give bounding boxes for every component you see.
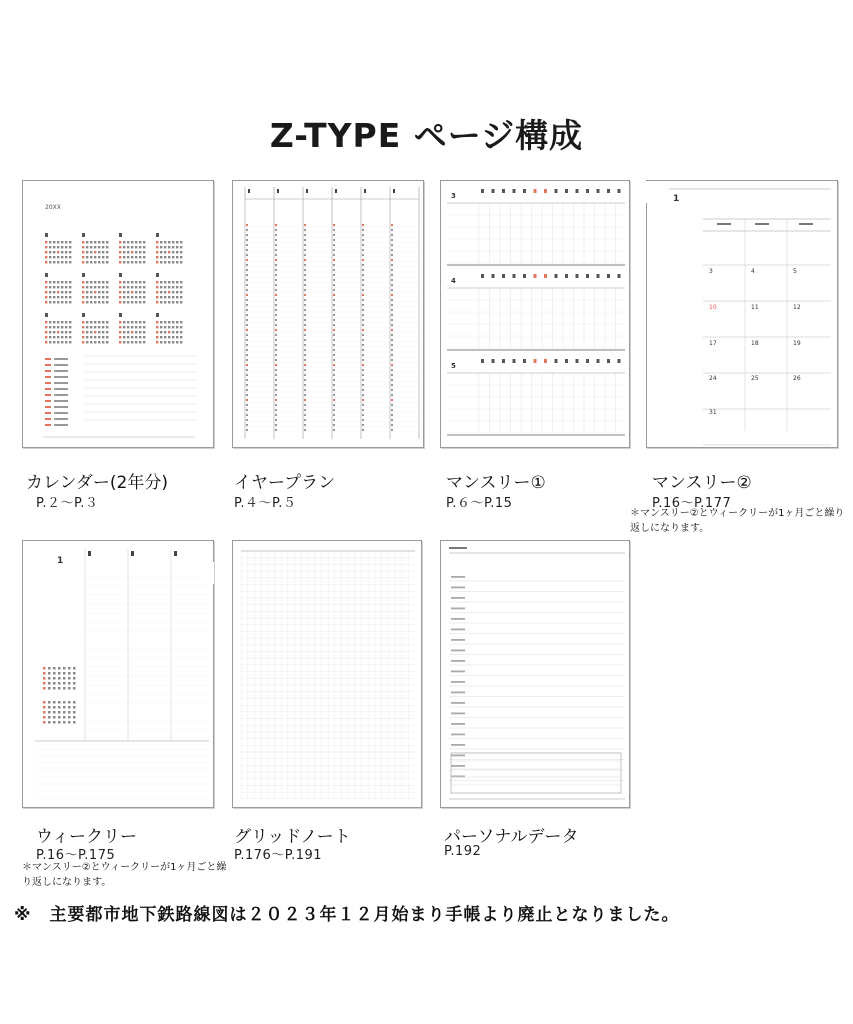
thumbnail-calendar [22,180,214,448]
monthly-2-month: 1 [673,194,680,204]
svg-text:17: 17 [709,340,717,347]
thumbnail-weekly [22,540,214,808]
svg-text:25: 25 [751,375,759,382]
personal-data-preview [441,541,630,808]
monthly-1-preview [441,181,630,448]
thumbnail-year-plan [232,180,424,448]
svg-text:24: 24 [709,375,717,382]
monthly-2-preview [647,181,838,448]
thumbnail-grid-note [232,540,422,808]
thumbnail-monthly-2 [646,180,838,448]
range-monthly-1: P.６～P.15 [446,496,513,511]
calendar-preview [23,181,214,448]
monthly-1-month-a: 3 [451,192,456,200]
label-calendar: カレンダー(2年分) [26,473,168,493]
tab-notch-weekly [200,562,214,584]
weekly-month: 1 [57,556,64,566]
svg-text:26: 26 [793,375,801,382]
thumbnail-monthly-1 [440,180,630,448]
label-personal-data: パーソナルデータ [444,827,579,847]
label-grid-note: グリッドノート [234,827,351,847]
svg-text:4: 4 [751,268,755,275]
page-title: Z-TYPE ページ構成 [269,116,584,155]
label-monthly-1: マンスリー① [446,473,546,493]
label-monthly-2: マンスリー② [652,473,752,493]
svg-text:3: 3 [709,268,713,275]
range-weekly: P.16～P.175 [36,848,116,863]
weekly-preview [23,541,214,808]
svg-text:11: 11 [751,304,759,311]
label-weekly: ウィークリー [36,827,137,847]
svg-text:12: 12 [793,304,801,311]
range-year-plan: P.４～P.５ [234,496,297,511]
range-monthly-2: P.16～P.177 [652,496,732,511]
svg-text:19: 19 [793,340,801,347]
svg-text:31: 31 [709,409,717,416]
year-plan-preview [233,181,424,448]
note-weekly: ＊マンスリー②とウィークリーが1ヶ月ごと繰り返しになります。 [22,862,227,888]
label-year-plan: イヤープラン [234,473,336,493]
range-grid-note: P.176～P.191 [234,848,323,863]
footer-notice: ※ 主要都市地下鉄路線図は２０２３年１２月始まり手帳より廃止となりました。 [14,905,680,925]
tab-notch-monthly-2 [645,181,659,203]
svg-text:10: 10 [709,304,717,311]
grid-note-preview [233,541,422,808]
svg-text:5: 5 [793,268,797,275]
range-personal-data: P.192 [444,844,482,859]
svg-text:18: 18 [751,340,759,347]
thumbnail-personal-data [440,540,630,808]
note-monthly-2: ＊マンスリー②とウィークリーが1ヶ月ごと繰り返しになります。 [630,508,845,534]
monthly-1-month-c: 5 [451,362,456,370]
range-calendar: P.２～P.３ [36,496,99,511]
monthly-1-month-b: 4 [451,277,456,285]
calendar-year-text: 20XX [45,204,61,211]
